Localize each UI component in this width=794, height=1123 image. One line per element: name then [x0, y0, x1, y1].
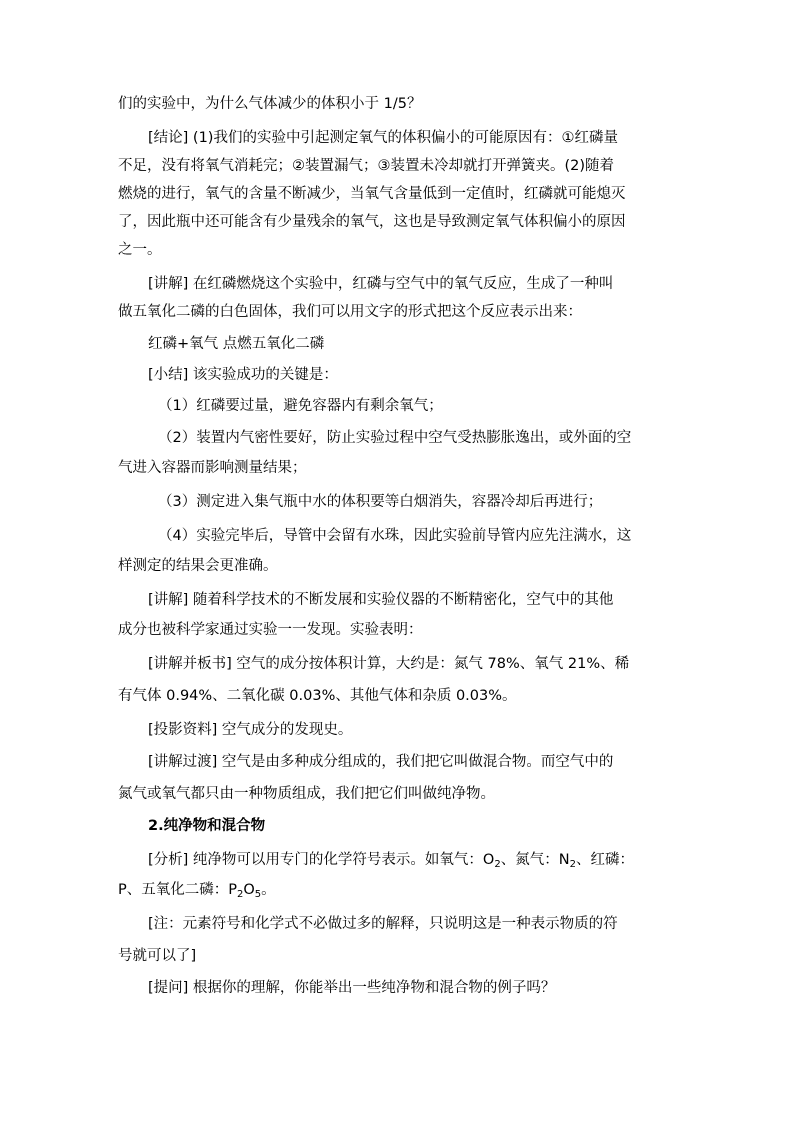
projection-note: [投影资料] 空气成分的发现史。: [148, 722, 353, 738]
analysis-text-d: P、五氧化二磷：P: [118, 882, 237, 898]
subscript: 2: [569, 859, 576, 870]
subscript: 5: [254, 889, 262, 900]
analysis-text-b: 、氮气：N: [500, 852, 570, 868]
subscript: 2: [494, 859, 501, 870]
explain2-line-2: 成分也被科学家通过实验一一发现。实验表明：: [118, 622, 423, 638]
conclusion-line-1: [结论] (1)我们的实验中引起测定氧气的体积偏小的可能原因有：①红磷量: [148, 130, 618, 146]
summary-item-2-line-1: （2）装置内气密性要好，防止实验过程中空气受热膨胀逸出，或外面的空: [158, 430, 632, 446]
summary-heading: [小结] 该实验成功的关键是：: [148, 367, 338, 383]
board-line-1: [讲解并板书] 空气的成分按体积计算，大约是：氮气 78%、氧气 21%、稀: [148, 656, 630, 672]
summary-item-4-line-1: （4）实验完毕后，导管中会留有水珠，因此实验前导管内应先注满水，这: [158, 528, 632, 544]
analysis-text-c: 、红磷：: [575, 852, 634, 868]
analysis-line-2: [118, 880, 276, 900]
question-prompt: [提问] 根据你的理解，你能举出一些纯净物和混合物的例子吗？: [148, 980, 556, 996]
analysis-text-a: [分析] 纯净物可以用专门的化学符号表示。如氧气：O: [148, 852, 495, 868]
conclusion-line-3: 燃烧的进行，氧气的含量不断减少，当氧气含量低到一定值时，红磷就可能熄灭: [118, 186, 626, 202]
summary-item-2-line-2: 气进入容器而影响测量结果；: [118, 460, 307, 476]
note-line-2: 号就可以了]: [118, 948, 197, 964]
conclusion-line-2: 不足，没有将氧气消耗完；②装置漏气；③装置未冷却就打开弹簧夹。(2)随着: [118, 158, 615, 174]
explain2-line-1: [讲解] 随着科学技术的不断发展和实验仪器的不断精密化，空气中的其他: [148, 592, 614, 608]
explain-line-2: 做五氧化二磷的白色固体，我们可以用文字的形式把这个反应表示出来：: [118, 304, 582, 320]
analysis-text-f: 。: [261, 882, 276, 898]
note-line-1: [注：元素符号和化学式不必做过多的解释，只说明这是一种表示物质的符: [148, 916, 618, 932]
analysis-text-e: O: [243, 882, 255, 898]
paragraph-question-tail: 们的实验中，为什么气体减少的体积小于 1/5？: [118, 96, 422, 112]
board-line-2: 有气体 0.94%、二氧化碳 0.03%、其他气体和杂质 0.03%。: [118, 688, 517, 704]
conclusion-line-5: 之一。: [118, 242, 162, 258]
transition-line-2: 氮气或氧气都只由一种物质组成，我们把它们叫做纯净物。: [118, 786, 495, 802]
summary-item-1: （1）红磷要过量，避免容器内有剩余氧气；: [158, 398, 443, 414]
explain-line-1: [讲解] 在红磷燃烧这个实验中，红磷与空气中的氧气反应，生成了一种叫: [148, 276, 614, 292]
reaction-equation: 红磷+氧气 点燃五氧化二磷: [148, 336, 325, 352]
analysis-line-1: [148, 850, 634, 870]
summary-item-4-line-2: 样测定的结果会更准确。: [118, 558, 278, 574]
subscript: 2: [237, 889, 244, 900]
section-heading: 2.纯净物和混合物: [148, 818, 266, 834]
summary-item-3: （3）测定进入集气瓶中水的体积要等白烟消失，容器冷却后再进行；: [158, 494, 603, 510]
conclusion-line-4: 了，因此瓶中还可能含有少量残余的氧气，这也是导致测定氧气体积偏小的原因: [118, 214, 626, 230]
transition-line-1: [讲解过渡] 空气是由多种成分组成的，我们把它叫做混合物。而空气中的: [148, 754, 614, 770]
